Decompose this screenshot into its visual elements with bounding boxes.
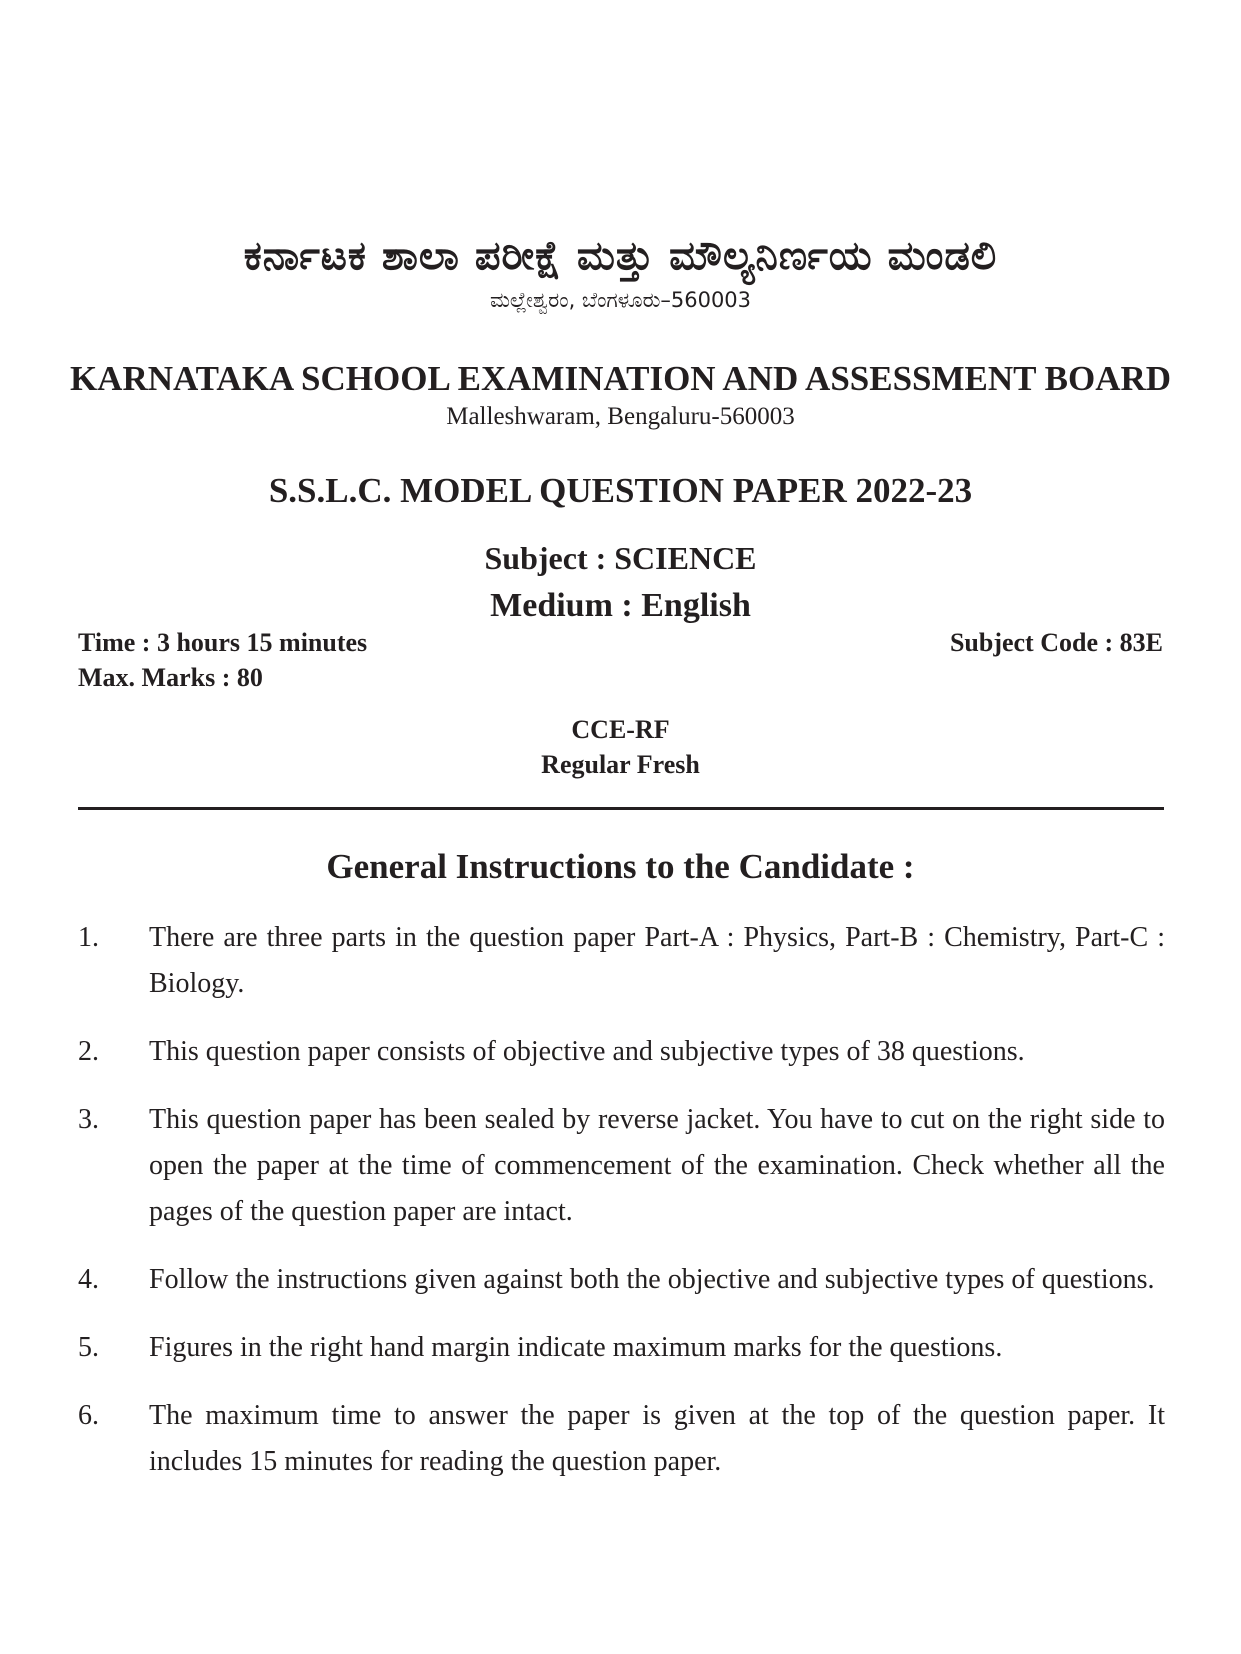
max-marks: Max. Marks : 80 [78, 663, 263, 692]
instruction-item [78, 1029, 1165, 1075]
instruction-text: This question paper consists of objective and subjective types of 38 questions. [149, 1036, 1025, 1067]
instruction-number: 5. [78, 1332, 99, 1363]
instruction-number: 4. [78, 1264, 99, 1295]
instruction-item [78, 1393, 1165, 1485]
instruction-item [78, 1257, 1165, 1303]
kannada-board-title: ಕರ್ನಾಟಕ ಶಾಲಾ ಪರೀಕ್ಷೆ ಮತ್ತು ಮೌಲ್ಯನಿರ್ಣಯ ಮಂಡಲಿ [243, 233, 998, 279]
time-duration: Time : 3 hours 15 minutes [78, 628, 368, 657]
medium-line: Medium : English [490, 587, 751, 624]
instruction-text: Figures in the right hand margin indicate maximum marks for the questions. [149, 1332, 1003, 1363]
instruction-item [78, 915, 1165, 1007]
board-address: Malleshwaram, Bengaluru-560003 [446, 403, 795, 430]
instruction-text: Follow the instructions given against both the objective and subjective types of questions. [149, 1264, 1155, 1295]
instruction-number: 3. [78, 1104, 99, 1135]
instruction-number: 2. [78, 1036, 99, 1067]
instruction-item [78, 1097, 1165, 1235]
board-title: KARNATAKA SCHOOL EXAMINATION AND ASSESSMENT BOARD [69, 359, 1172, 398]
kannada-board-address: ಮಲ್ಲೇಶ್ವರಂ, ಬೆಂಗಳೂರು–560003 [489, 288, 752, 312]
instructions-list [78, 915, 1165, 1507]
instruction-item [78, 1325, 1165, 1371]
instruction-number: 1. [78, 922, 99, 953]
subject-code: Subject Code : 83E [949, 628, 1163, 657]
instruction-text: There are three parts in the question paper Part-A : Physics, Part-B : Chemistry, Part-C : Biology. [149, 922, 1165, 999]
instruction-text: This question paper has been sealed by reverse jacket. You have to cut on the right side to open the paper at the time of commencement of the examination. Check whether all the pages of the question paper are intact. [149, 1104, 1165, 1227]
instructions-heading: General Instructions to the Candidate : [326, 847, 915, 886]
scheme-type: Regular Fresh [541, 750, 700, 779]
subject-line: Subject : SCIENCE [484, 540, 757, 576]
scheme-code: CCE-RF [571, 715, 670, 744]
paper-title: S.S.L.C. MODEL QUESTION PAPER 2022-23 [268, 471, 973, 510]
instruction-text: The maximum time to answer the paper is given at the top of the question paper. It includes 15 minutes for reading the question paper. [149, 1400, 1165, 1477]
instruction-number: 6. [78, 1400, 99, 1431]
header-divider [78, 807, 1164, 810]
